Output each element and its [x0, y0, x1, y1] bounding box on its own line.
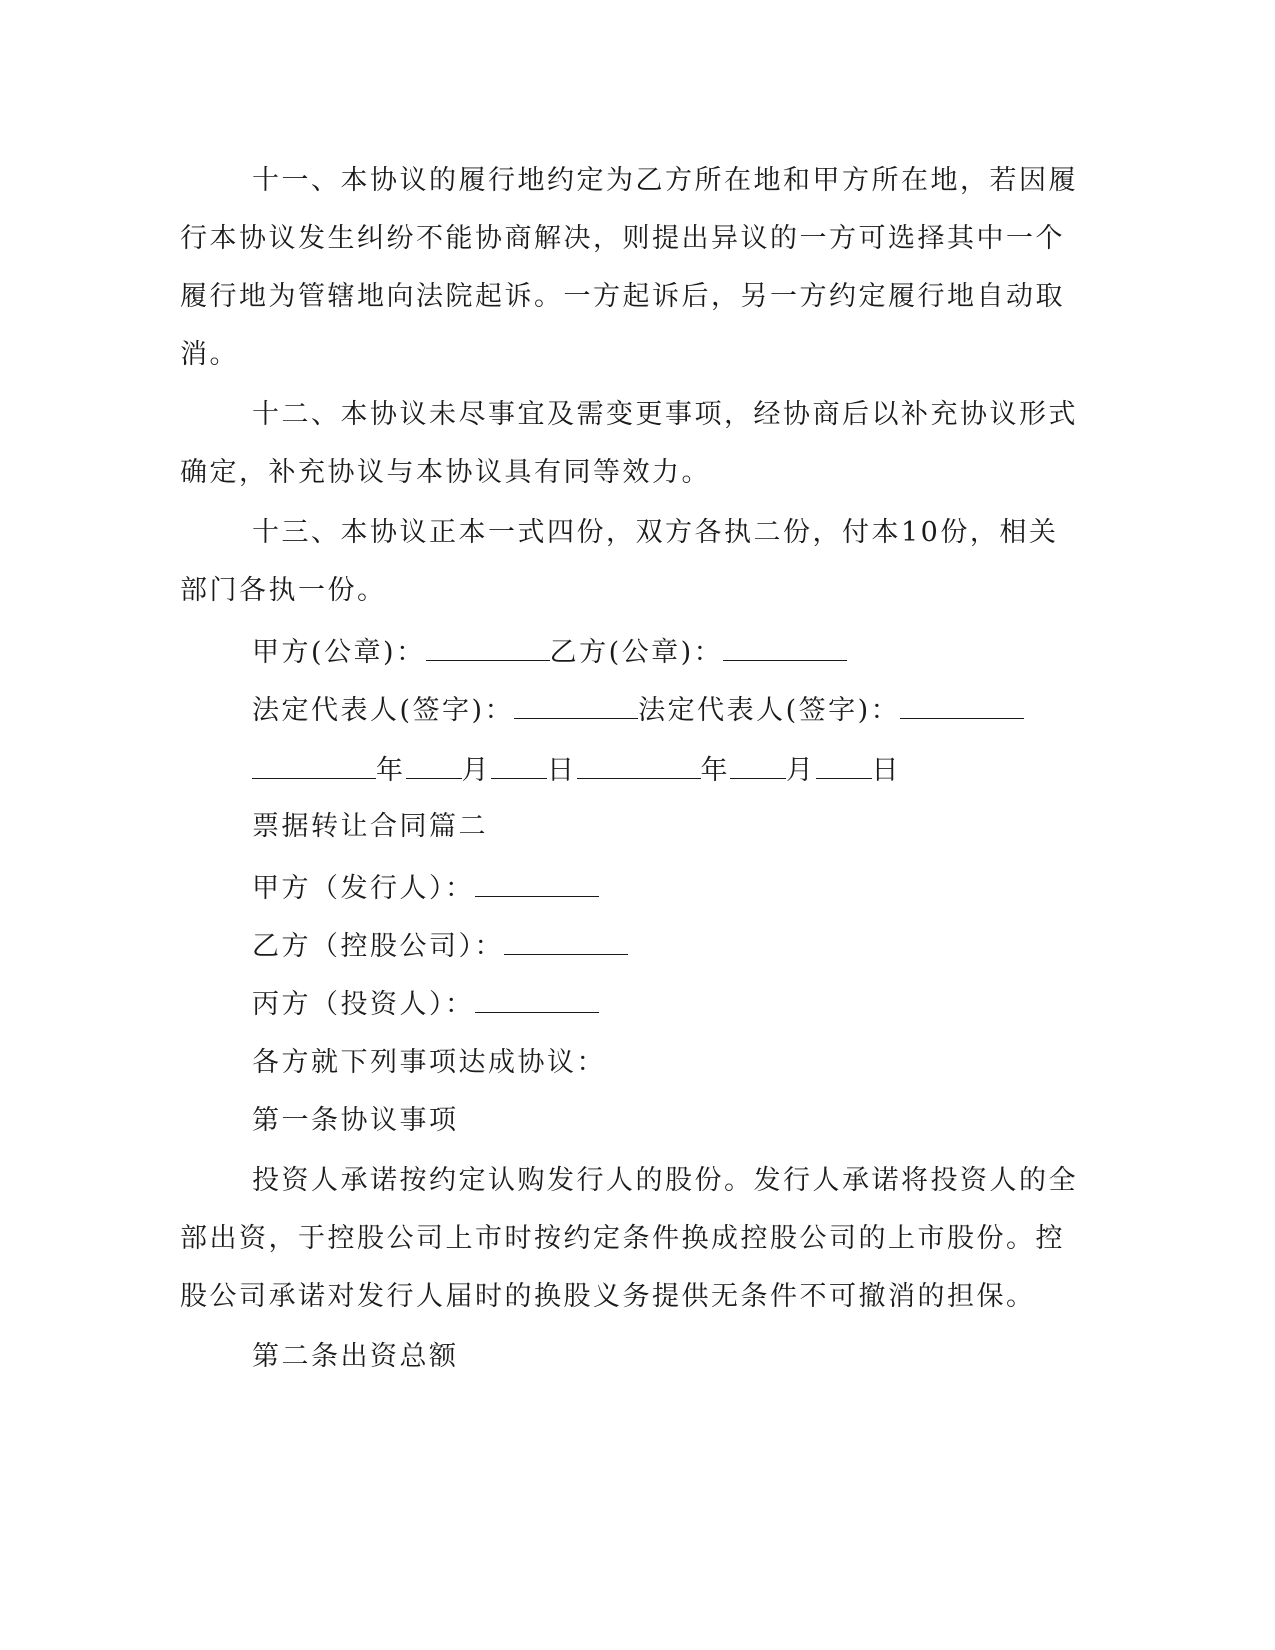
party-b-blank[interactable] [504, 928, 628, 955]
party-a-seal-label: 甲方(公章)： [252, 637, 426, 668]
date-a-day-label: 日 [547, 755, 577, 786]
legal-rep-b-label: 法定代表人(签字)： [638, 695, 901, 726]
date-b-month-blank[interactable] [730, 752, 786, 779]
party-a-line [252, 870, 599, 906]
date-a-year-blank[interactable] [252, 752, 376, 779]
section-two-title: 票据转让合同篇二 [252, 811, 488, 842]
party-a-seal-blank[interactable] [426, 634, 550, 661]
clause-11-line-2: 行本协议发生纠纷不能协商解决，则提出异议的一方可选择其中一个 [180, 223, 1065, 254]
clause-13-line-2: 部门各执一份。 [180, 575, 387, 606]
article-1-line-2: 部出资，于控股公司上市时按约定条件换成控股公司的上市股份。控 [180, 1223, 1065, 1254]
party-c-line [252, 986, 599, 1022]
date-b-month-label: 月 [786, 755, 816, 786]
party-a-label: 甲方（发行人）： [252, 873, 475, 904]
clause-12-line-1: 十二、本协议未尽事宜及需变更事项，经协商后以补充协议形式 [252, 399, 1078, 430]
clause-11-line-3: 履行地为管辖地向法院起诉。一方起诉后，另一方约定履行地自动取 [180, 281, 1065, 312]
clause-12-line-2: 确定，补充协议与本协议具有同等效力。 [180, 457, 711, 488]
seal-line [252, 634, 847, 670]
legal-rep-b-blank[interactable] [900, 692, 1024, 719]
party-b-label: 乙方（控股公司）： [252, 931, 504, 962]
legal-rep-a-blank[interactable] [514, 692, 638, 719]
date-b-day-label: 日 [871, 755, 901, 786]
party-a-blank[interactable] [475, 870, 599, 897]
clause-13-line-1: 十三、本协议正本一式四份，双方各执二份，付本10份，相关 [252, 517, 1059, 548]
agreement-intro: 各方就下列事项达成协议： [252, 1047, 606, 1078]
legal-rep-line [252, 692, 1024, 728]
clause-11-line-4: 消。 [180, 339, 239, 370]
date-b-day-blank[interactable] [816, 752, 872, 779]
date-a-month-label: 月 [461, 755, 491, 786]
party-b-seal-label: 乙方(公章)： [549, 637, 724, 668]
date-a-day-blank[interactable] [491, 752, 547, 779]
article-2-title: 第二条出资总额 [252, 1341, 459, 1372]
date-b-year-label: 年 [700, 755, 730, 786]
party-c-blank[interactable] [475, 986, 599, 1013]
party-b-line [252, 928, 628, 964]
date-a-month-blank[interactable] [406, 752, 462, 779]
party-c-label: 丙方（投资人）： [252, 989, 475, 1020]
date-line [252, 752, 901, 788]
legal-rep-a-label: 法定代表人(签字)： [252, 695, 515, 726]
party-b-seal-blank[interactable] [723, 634, 847, 661]
date-b-year-blank[interactable] [577, 752, 701, 779]
article-1-title: 第一条协议事项 [252, 1105, 459, 1136]
date-a-year-label: 年 [376, 755, 406, 786]
article-1-line-1: 投资人承诺按约定认购发行人的股份。发行人承诺将投资人的全 [252, 1165, 1078, 1196]
clause-11-line-1: 十一、本协议的履行地约定为乙方所在地和甲方所在地，若因履 [252, 165, 1078, 196]
article-1-line-3: 股公司承诺对发行人届时的换股义务提供无条件不可撤消的担保。 [180, 1281, 1036, 1312]
